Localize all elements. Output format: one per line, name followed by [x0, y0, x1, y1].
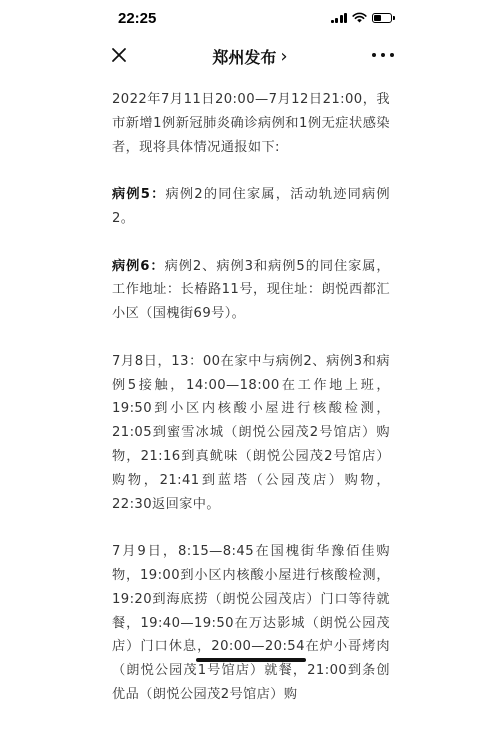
article-paragraph-july9: 7月9日，8:15—8:45在国槐街华豫佰佳购物，19:00到小区内核酸小屋进行核酸检测，19:20到海底捞（朗悦公园茂店）门口等待就餐，19:40—19:50在万达影城（朗悦公园茂店）门口休息，20:00—20:54在炉小哥烤肉（朗悦公园茂1号馆店）就餐，21:00到条创优品（朗悦公园茂2号馆店）购 — [112, 544, 390, 702]
more-icon-dot — [372, 53, 376, 57]
case-text: 病例2、病例3和病例5的同住家属，工作地址：长椿路11号，现住址：朗悦西都汇小区（国槐街69号）。 — [112, 258, 390, 322]
signal-icon — [331, 13, 348, 23]
wifi-icon — [352, 12, 367, 23]
account-name: 郑州发布 — [212, 48, 277, 67]
article-paragraph-case6 — [112, 255, 390, 326]
case-text: 病例2的同住家属，活动轨迹同病例2。 — [112, 187, 390, 226]
status-bar — [0, 0, 500, 36]
nav-title — [0, 45, 500, 68]
battery-icon — [372, 13, 392, 23]
nav-bar — [0, 36, 500, 76]
article-paragraph-case5 — [112, 183, 390, 231]
chevron-right-icon: › — [280, 46, 288, 67]
case-label: 病例5： — [112, 187, 166, 203]
article-paragraph-july8: 7月8日，13：00在家中与病例2、病例3和病例5接触，14:00—18:00在工作地上班，19:50到小区内核酸小屋进行核酸检测，21:05到蜜雪冰城（朗悦公园茂2号馆店）购物，21:16到真鱿味（朗悦公园茂2号馆店）购物，21:41到蓝塔（公园茂店）购物，22:30返回家中。 — [112, 353, 390, 512]
status-time: 22:25 — [118, 10, 157, 27]
more-button[interactable] — [372, 45, 394, 65]
home-indicator[interactable] — [196, 658, 306, 662]
more-icon-dot — [381, 53, 385, 57]
case-label: 病例6： — [112, 258, 165, 274]
article-body — [112, 88, 390, 731]
article-paragraph-intro: 2022年7月11日20:00—7月12日21:00，我市新增1例新冠肺炎确诊病例和1例无症状感染者，现将具体情况通报如下: — [112, 92, 390, 155]
more-icon-dot — [390, 53, 394, 57]
status-icons — [331, 12, 393, 23]
account-name-link[interactable] — [212, 45, 287, 68]
